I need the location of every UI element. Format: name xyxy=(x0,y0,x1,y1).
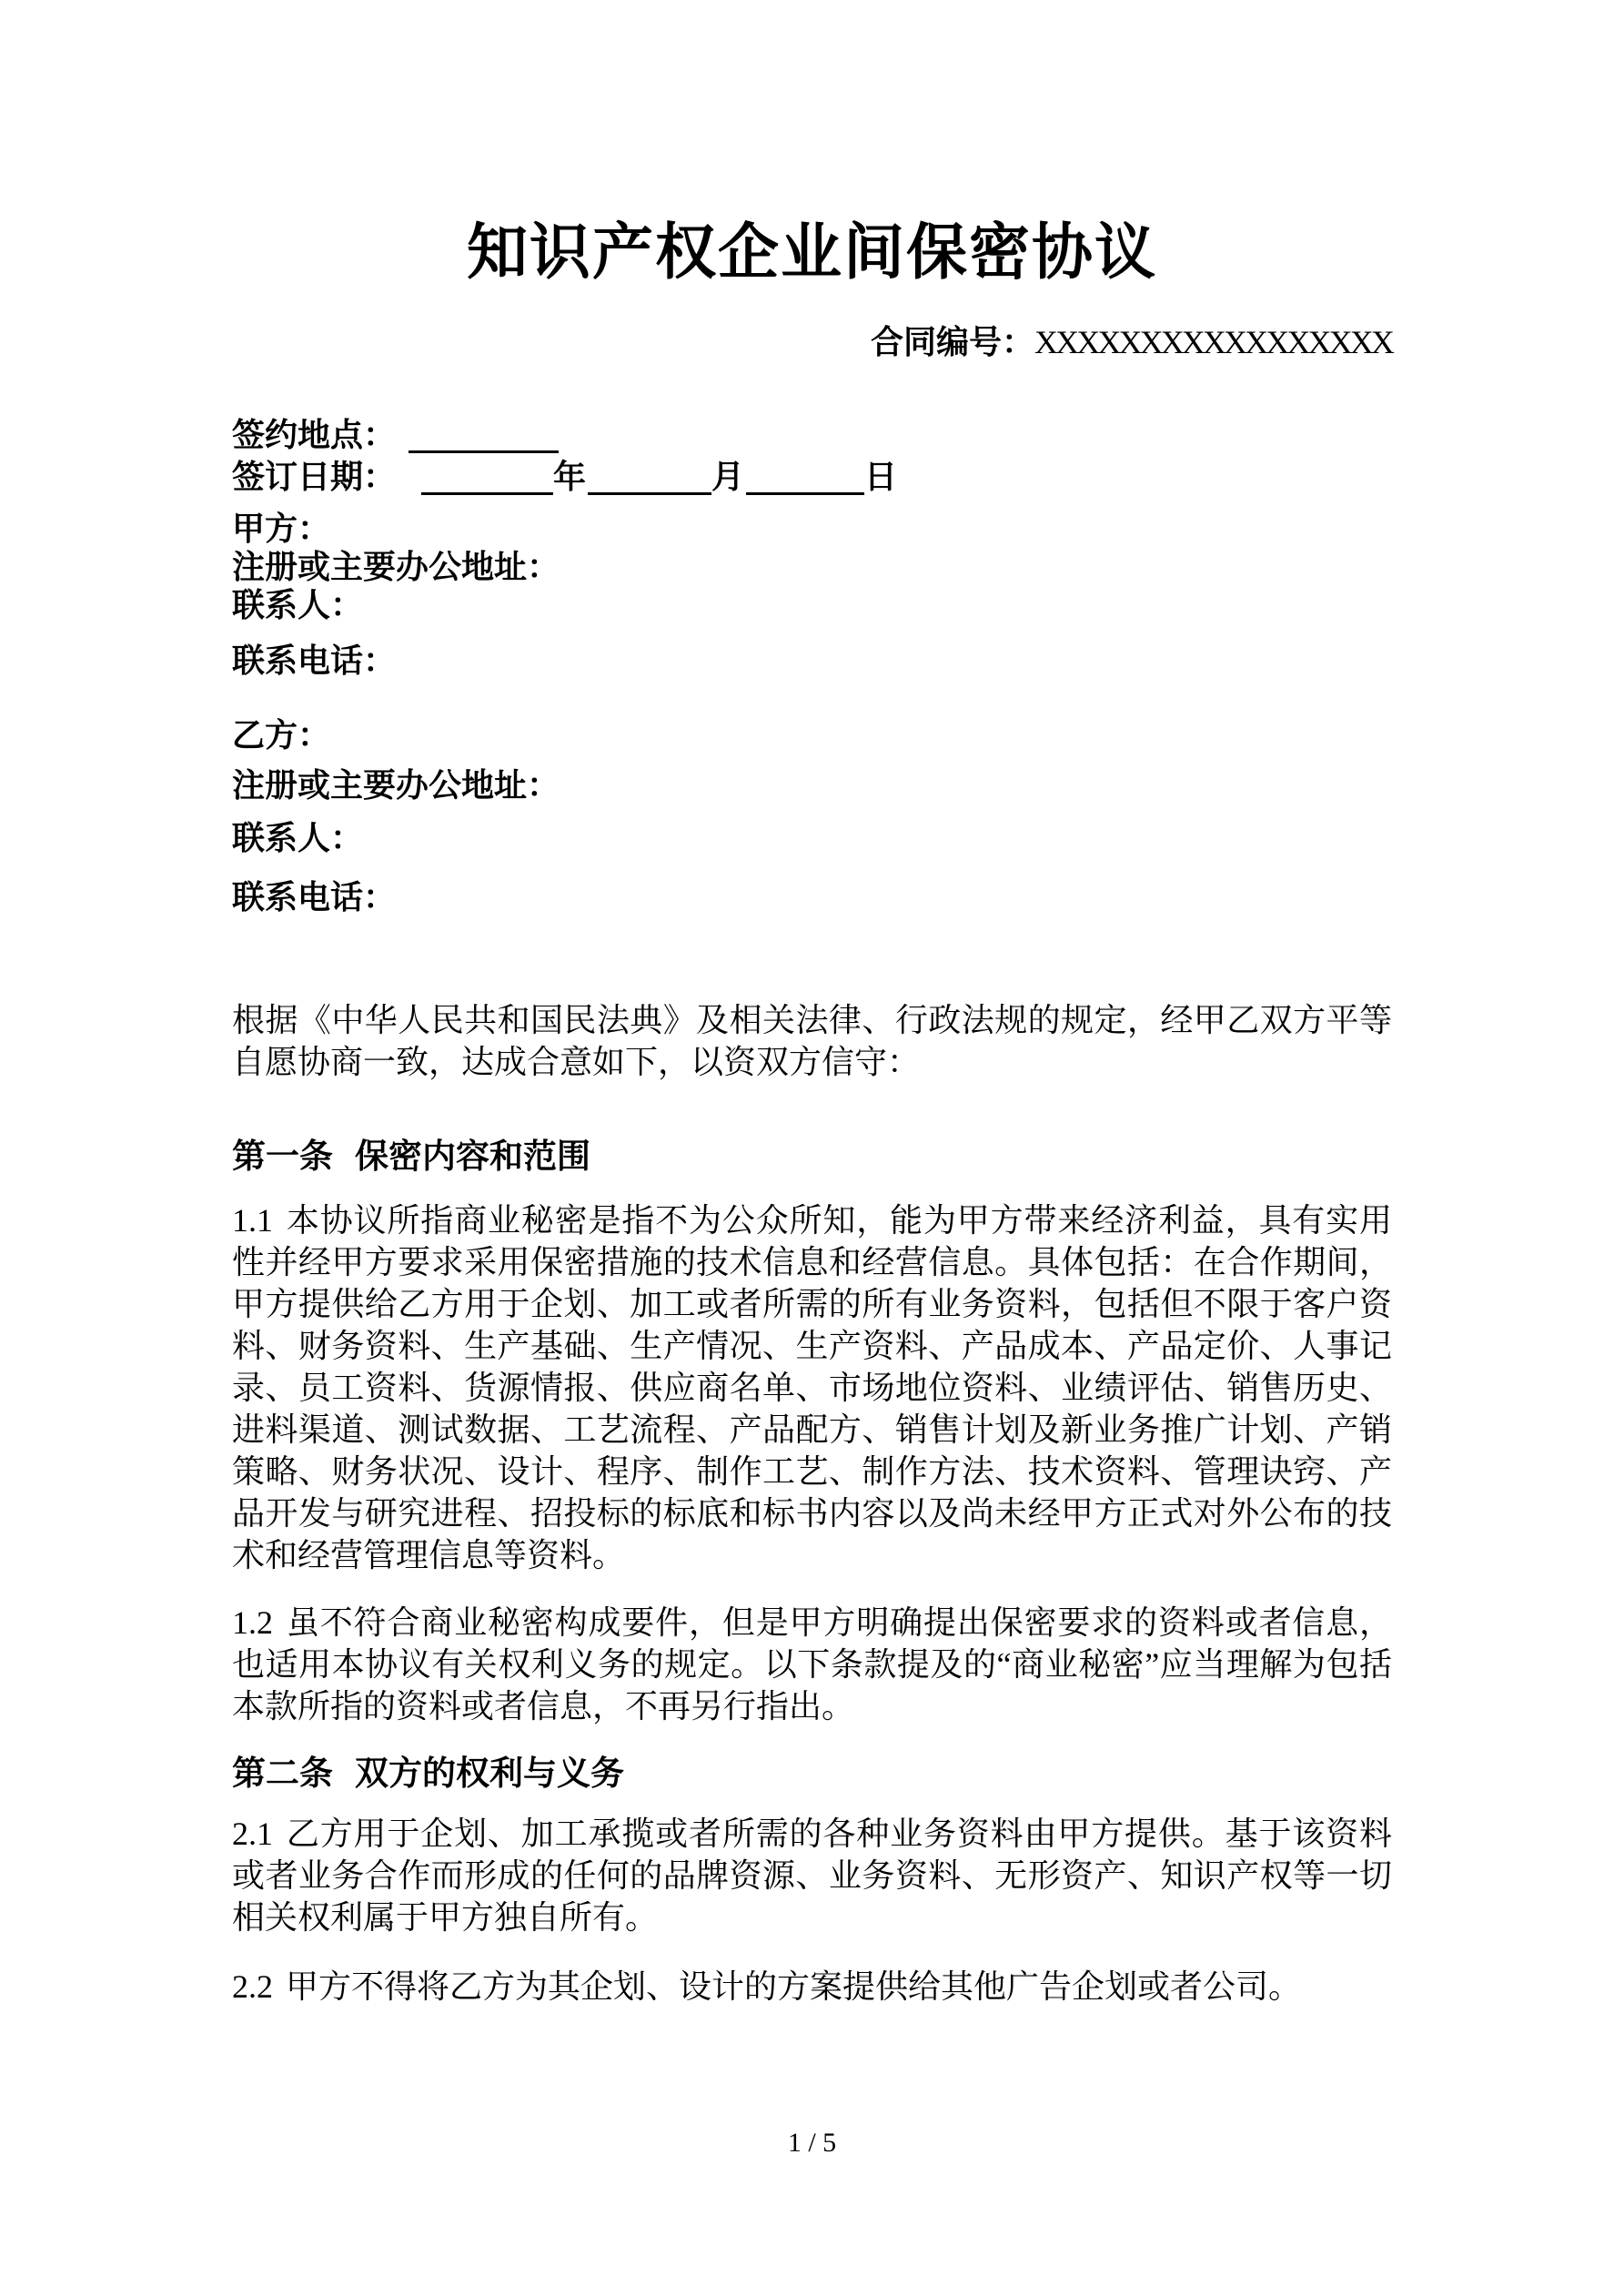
sign-date-month-blank xyxy=(588,465,711,495)
sign-date-day-blank xyxy=(746,465,864,495)
clause-2-1-text: 乙方用于企划、加工承揽或者所需的各种业务资料由甲方提供。基于该资料或者业务合作而形成的任何的品牌资源、业务资料、无形资产、知识产权等一切相关权利属于甲方独自所有。 xyxy=(232,1816,1392,1936)
sign-place-line xyxy=(232,414,1392,456)
clause-2-1-number: 2.1 xyxy=(232,1816,273,1852)
clause-1-1-text: 本协议所指商业秘密是指不为公众所知，能为甲方带来经济利益，具有实用性并经甲方要求采用保密措施的技术信息和经营信息。具体包括：在合作期间，甲方提供给乙方用于企划、加工或者所需的所有业务资料，包括但不限于客户资料、财务资料、生产基础、生产情况、生产资料、产品成本、产品定价、人事记录、员工资料、货源情报、供应商名单、市场地位资料、业绩评估、销售历史、进料渠道、测试数据、工艺流程、产品配方、销售计划及新业务推广计划、产销策略、财务状况、设计、程序、制作工艺、制作方法、技术资料、管理诀窍、产品开发与研究进程、招投标的标底和标书内容以及尚未经甲方正式对外公布的技术和经营管理信息等资料。 xyxy=(232,1202,1392,1573)
sign-date-year-blank xyxy=(421,465,553,495)
sign-date-label: 签订日期： xyxy=(232,459,397,495)
party-a-contact-label: 联系人： xyxy=(232,587,364,623)
section-1-number: 第一条 xyxy=(232,1138,333,1176)
clause-1-2-number: 1.2 xyxy=(232,1604,273,1641)
sign-place-label: 签约地点： xyxy=(232,417,397,453)
party-a-phone-label: 联系电话： xyxy=(232,642,397,679)
clause-1-2-text: 虽不符合商业秘密构成要件，但是甲方明确提出保密要求的资料或者信息，也适用本协议有关权利义务的规定。以下条款提及的“商业秘密”应当理解为包括本款所指的资料或者信息，不再另行指出。 xyxy=(232,1604,1392,1725)
contract-number-line xyxy=(232,321,1392,363)
contract-number-label: 合同编号： xyxy=(870,324,1034,360)
section-1-title: 保密内容和范围 xyxy=(355,1138,590,1176)
contract-number-value: XXXXXXXXXXXXXXXXX xyxy=(1034,324,1392,360)
sign-date-day-suffix: 日 xyxy=(864,459,898,495)
clause-1-2 xyxy=(232,1602,1392,1727)
section-2-title: 双方的权利与义务 xyxy=(355,1755,624,1793)
sign-date-line xyxy=(232,456,1392,498)
section-1-heading xyxy=(232,1135,1392,1180)
section-2-heading xyxy=(232,1752,1392,1797)
footer-page-number: 1 / 5 xyxy=(787,2128,837,2158)
section-2-number: 第二条 xyxy=(232,1755,333,1793)
clause-2-2 xyxy=(232,1966,1392,2008)
party-b-contact-label: 联系人： xyxy=(232,820,364,856)
clause-2-2-number: 2.2 xyxy=(232,1968,273,2005)
sign-date-month-suffix: 月 xyxy=(711,459,745,495)
party-b-phone-label: 联系电话： xyxy=(232,879,397,915)
clause-2-2-text: 甲方不得将乙方为其企划、设计的方案提供给其他广告企划或者公司。 xyxy=(286,1968,1302,2005)
preamble-text: 根据《中华人民共和国民法典》及相关法律、行政法规的规定，经甲乙双方平等自愿协商一致，达成合意如下，以资双方信守： xyxy=(232,1002,1392,1080)
document-title: 知识产权企业间保密协议 xyxy=(467,219,1157,287)
clause-1-1 xyxy=(232,1199,1392,1576)
clause-2-1 xyxy=(232,1813,1392,1938)
party-b-name-label: 乙方： xyxy=(232,717,331,754)
sign-date-year-suffix: 年 xyxy=(553,459,587,495)
sign-place-blank xyxy=(409,423,559,453)
clause-1-1-number: 1.1 xyxy=(232,1202,273,1239)
party-a-name-label: 甲方： xyxy=(232,511,331,547)
party-a-address-label: 注册或主要办公地址： xyxy=(232,549,560,585)
party-b-address-label: 注册或主要办公地址： xyxy=(232,767,560,804)
